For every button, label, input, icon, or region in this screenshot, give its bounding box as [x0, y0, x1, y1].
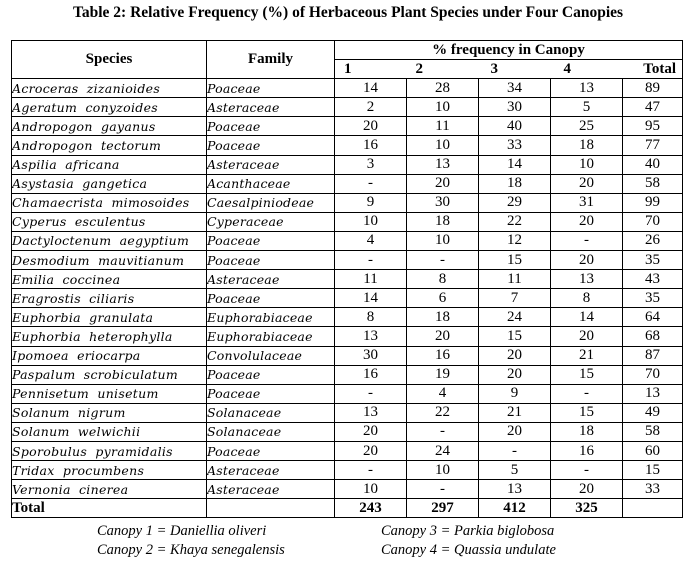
cell-canopy-4: 25	[551, 117, 623, 136]
cell-species: Desmodium mauvitianum	[12, 251, 207, 270]
cell-total: 60	[623, 441, 683, 460]
cell-canopy-2: 10	[407, 461, 479, 480]
cell-family: Poaceae	[207, 251, 335, 270]
cell-total: 89	[623, 79, 683, 98]
cell-canopy-4: -	[551, 461, 623, 480]
cell-species: Ageratum conyzoides	[12, 98, 207, 117]
cell-canopy-3: 14	[479, 155, 551, 174]
cell-canopy-3: 18	[479, 174, 551, 193]
cell-family: Cyperaceae	[207, 212, 335, 231]
cell-canopy-1: 3	[335, 155, 407, 174]
cell-canopy-1: 20	[335, 441, 407, 460]
cell-canopy-3: 40	[479, 117, 551, 136]
cell-canopy-2: 22	[407, 403, 479, 422]
cell-canopy-4: -	[551, 231, 623, 250]
total-cell-canopy-2: 297	[407, 499, 479, 518]
cell-canopy-2: 4	[407, 384, 479, 403]
cell-family: Poaceae	[207, 441, 335, 460]
cell-canopy-3: -	[479, 441, 551, 460]
cell-canopy-3: 29	[479, 193, 551, 212]
cell-species: Andropogon gayanus	[12, 117, 207, 136]
cell-total: 33	[623, 480, 683, 499]
table-row	[12, 98, 683, 117]
cell-family: Poaceae	[207, 136, 335, 155]
cell-canopy-4: 15	[551, 403, 623, 422]
table-row	[12, 251, 683, 270]
legend-canopy-1: Canopy 1 = Daniellia oliveri	[97, 523, 267, 539]
cell-canopy-1: -	[335, 461, 407, 480]
cell-canopy-1: 10	[335, 212, 407, 231]
cell-family: Poaceae	[207, 231, 335, 250]
cell-canopy-1: 8	[335, 308, 407, 327]
cell-canopy-4: 13	[551, 270, 623, 289]
table-row	[12, 403, 683, 422]
table-row	[12, 308, 683, 327]
cell-canopy-3: 24	[479, 308, 551, 327]
cell-canopy-1: 20	[335, 422, 407, 441]
cell-total: 47	[623, 98, 683, 117]
header-canopy-group: % frequency in Canopy	[335, 41, 683, 60]
header-canopy-2: 2	[407, 60, 479, 79]
cell-total: 13	[623, 384, 683, 403]
table-row	[12, 327, 683, 346]
cell-canopy-4: 10	[551, 155, 623, 174]
total-cell-total	[623, 499, 683, 518]
legend-right	[381, 522, 556, 560]
table-title: Table 2: Relative Frequency (%) of Herbaceous Plant Species under Four Canopies	[72, 4, 624, 21]
header-family: Family	[207, 41, 335, 79]
cell-canopy-1: 30	[335, 346, 407, 365]
cell-total: 49	[623, 403, 683, 422]
total-row	[12, 499, 683, 518]
cell-family: Asteraceae	[207, 98, 335, 117]
table-row	[12, 441, 683, 460]
cell-canopy-1: 13	[335, 327, 407, 346]
legend-canopy-4: Canopy 4 = Quassia undulate	[381, 542, 556, 558]
table-row	[12, 346, 683, 365]
legend-left	[97, 522, 285, 560]
cell-canopy-1: -	[335, 251, 407, 270]
cell-canopy-3: 13	[479, 480, 551, 499]
cell-canopy-4: 20	[551, 174, 623, 193]
cell-canopy-1: 9	[335, 193, 407, 212]
cell-canopy-4: 20	[551, 480, 623, 499]
cell-canopy-2: 30	[407, 193, 479, 212]
cell-species: Vernonia cinerea	[12, 480, 207, 499]
cell-species: Eragrostis ciliaris	[12, 289, 207, 308]
cell-canopy-2: 20	[407, 174, 479, 193]
cell-canopy-3: 11	[479, 270, 551, 289]
cell-family: Solanaceae	[207, 403, 335, 422]
cell-canopy-3: 15	[479, 251, 551, 270]
legend-canopy-2: Canopy 2 = Khaya senegalensis	[97, 542, 285, 558]
cell-species: Tridax procumbens	[12, 461, 207, 480]
total-cell-canopy-3: 412	[479, 499, 551, 518]
table-row	[12, 174, 683, 193]
table-row	[12, 231, 683, 250]
cell-family: Euphorabiaceae	[207, 308, 335, 327]
cell-canopy-2: 24	[407, 441, 479, 460]
cell-canopy-2: 13	[407, 155, 479, 174]
cell-canopy-3: 15	[479, 327, 551, 346]
frequency-table	[11, 40, 683, 518]
cell-family: Poaceae	[207, 365, 335, 384]
cell-canopy-2: -	[407, 480, 479, 499]
cell-species: Emilia coccinea	[12, 270, 207, 289]
cell-species: Ipomoea eriocarpa	[12, 346, 207, 365]
cell-total: 58	[623, 422, 683, 441]
table-row	[12, 384, 683, 403]
table-row	[12, 365, 683, 384]
header-canopy-1: 1	[335, 60, 407, 79]
cell-species: Paspalum scrobiculatum	[12, 365, 207, 384]
header-canopy-4: 4	[551, 60, 623, 79]
cell-canopy-2: 20	[407, 327, 479, 346]
cell-species: Andropogon tectorum	[12, 136, 207, 155]
cell-canopy-3: 21	[479, 403, 551, 422]
cell-total: 26	[623, 231, 683, 250]
cell-species: Pennisetum unisetum	[12, 384, 207, 403]
table-row	[12, 193, 683, 212]
cell-canopy-4: 18	[551, 136, 623, 155]
cell-canopy-2: 10	[407, 98, 479, 117]
cell-canopy-2: 6	[407, 289, 479, 308]
cell-canopy-1: 10	[335, 480, 407, 499]
total-family-empty	[207, 499, 335, 518]
cell-canopy-1: 11	[335, 270, 407, 289]
cell-canopy-1: 16	[335, 136, 407, 155]
cell-species: Aspilia africana	[12, 155, 207, 174]
cell-species: Euphorbia heterophylla	[12, 327, 207, 346]
cell-canopy-2: 8	[407, 270, 479, 289]
cell-canopy-3: 20	[479, 422, 551, 441]
cell-total: 35	[623, 289, 683, 308]
cell-canopy-4: 15	[551, 365, 623, 384]
cell-family: Caesalpiniodeae	[207, 193, 335, 212]
cell-species: Acroceras zizanioides	[12, 79, 207, 98]
cell-family: Convolulaceae	[207, 346, 335, 365]
table-row	[12, 480, 683, 499]
cell-canopy-1: -	[335, 174, 407, 193]
cell-canopy-3: 30	[479, 98, 551, 117]
cell-family: Asteraceae	[207, 480, 335, 499]
header-canopy-3: 3	[479, 60, 551, 79]
cell-canopy-2: 10	[407, 136, 479, 155]
table-row	[12, 422, 683, 441]
cell-canopy-4: 18	[551, 422, 623, 441]
cell-canopy-4: 20	[551, 327, 623, 346]
cell-canopy-1: 14	[335, 79, 407, 98]
cell-canopy-4: 8	[551, 289, 623, 308]
cell-canopy-4: 16	[551, 441, 623, 460]
cell-family: Solanaceae	[207, 422, 335, 441]
cell-canopy-2: -	[407, 251, 479, 270]
cell-canopy-3: 33	[479, 136, 551, 155]
cell-species: Chamaecrista mimosoides	[12, 193, 207, 212]
table-body	[12, 79, 683, 518]
cell-canopy-1: -	[335, 384, 407, 403]
cell-canopy-2: 19	[407, 365, 479, 384]
total-label: Total	[12, 499, 207, 518]
cell-canopy-4: 31	[551, 193, 623, 212]
cell-family: Acanthaceae	[207, 174, 335, 193]
header-row	[12, 41, 683, 60]
cell-canopy-2: -	[407, 422, 479, 441]
cell-family: Poaceae	[207, 79, 335, 98]
cell-canopy-4: 13	[551, 79, 623, 98]
cell-canopy-2: 18	[407, 212, 479, 231]
table-row	[12, 155, 683, 174]
cell-family: Asteraceae	[207, 461, 335, 480]
cell-canopy-4: 5	[551, 98, 623, 117]
cell-total: 40	[623, 155, 683, 174]
cell-canopy-4: -	[551, 384, 623, 403]
cell-canopy-3: 5	[479, 461, 551, 480]
table-row	[12, 79, 683, 98]
cell-family: Poaceae	[207, 117, 335, 136]
table-row	[12, 117, 683, 136]
cell-canopy-3: 9	[479, 384, 551, 403]
cell-total: 68	[623, 327, 683, 346]
cell-canopy-1: 16	[335, 365, 407, 384]
cell-total: 43	[623, 270, 683, 289]
cell-canopy-1: 4	[335, 231, 407, 250]
cell-canopy-2: 11	[407, 117, 479, 136]
cell-canopy-4: 14	[551, 308, 623, 327]
cell-canopy-1: 14	[335, 289, 407, 308]
cell-species: Cyperus esculentus	[12, 212, 207, 231]
cell-canopy-2: 16	[407, 346, 479, 365]
table-row	[12, 212, 683, 231]
table-row	[12, 136, 683, 155]
cell-total: 99	[623, 193, 683, 212]
cell-total: 64	[623, 308, 683, 327]
cell-total: 70	[623, 212, 683, 231]
table-row	[12, 461, 683, 480]
cell-canopy-1: 20	[335, 117, 407, 136]
cell-family: Poaceae	[207, 384, 335, 403]
cell-total: 15	[623, 461, 683, 480]
table-row	[12, 270, 683, 289]
cell-canopy-3: 12	[479, 231, 551, 250]
cell-canopy-1: 13	[335, 403, 407, 422]
cell-canopy-3: 20	[479, 346, 551, 365]
cell-total: 58	[623, 174, 683, 193]
cell-species: Solanum nigrum	[12, 403, 207, 422]
table-row	[12, 289, 683, 308]
cell-canopy-4: 21	[551, 346, 623, 365]
cell-species: Dactyloctenum aegyptium	[12, 231, 207, 250]
cell-total: 35	[623, 251, 683, 270]
cell-total: 95	[623, 117, 683, 136]
cell-canopy-3: 20	[479, 365, 551, 384]
total-cell-canopy-1: 243	[335, 499, 407, 518]
cell-canopy-4: 20	[551, 251, 623, 270]
cell-canopy-3: 34	[479, 79, 551, 98]
cell-canopy-4: 20	[551, 212, 623, 231]
cell-total: 77	[623, 136, 683, 155]
cell-canopy-2: 18	[407, 308, 479, 327]
cell-family: Poaceae	[207, 289, 335, 308]
cell-canopy-2: 28	[407, 79, 479, 98]
cell-canopy-3: 7	[479, 289, 551, 308]
header-species: Species	[12, 41, 207, 79]
cell-total: 70	[623, 365, 683, 384]
cell-total: 87	[623, 346, 683, 365]
legend-canopy-3: Canopy 3 = Parkia biglobosa	[381, 523, 555, 539]
cell-family: Euphorabiaceae	[207, 327, 335, 346]
cell-canopy-1: 2	[335, 98, 407, 117]
total-cell-canopy-4: 325	[551, 499, 623, 518]
cell-canopy-3: 22	[479, 212, 551, 231]
cell-species: Sporobulus pyramidalis	[12, 441, 207, 460]
cell-species: Solanum welwichii	[12, 422, 207, 441]
cell-species: Euphorbia granulata	[12, 308, 207, 327]
cell-family: Asteraceae	[207, 155, 335, 174]
header-total: Total	[623, 60, 683, 79]
cell-canopy-2: 10	[407, 231, 479, 250]
cell-family: Asteraceae	[207, 270, 335, 289]
cell-species: Asystasia gangetica	[12, 174, 207, 193]
